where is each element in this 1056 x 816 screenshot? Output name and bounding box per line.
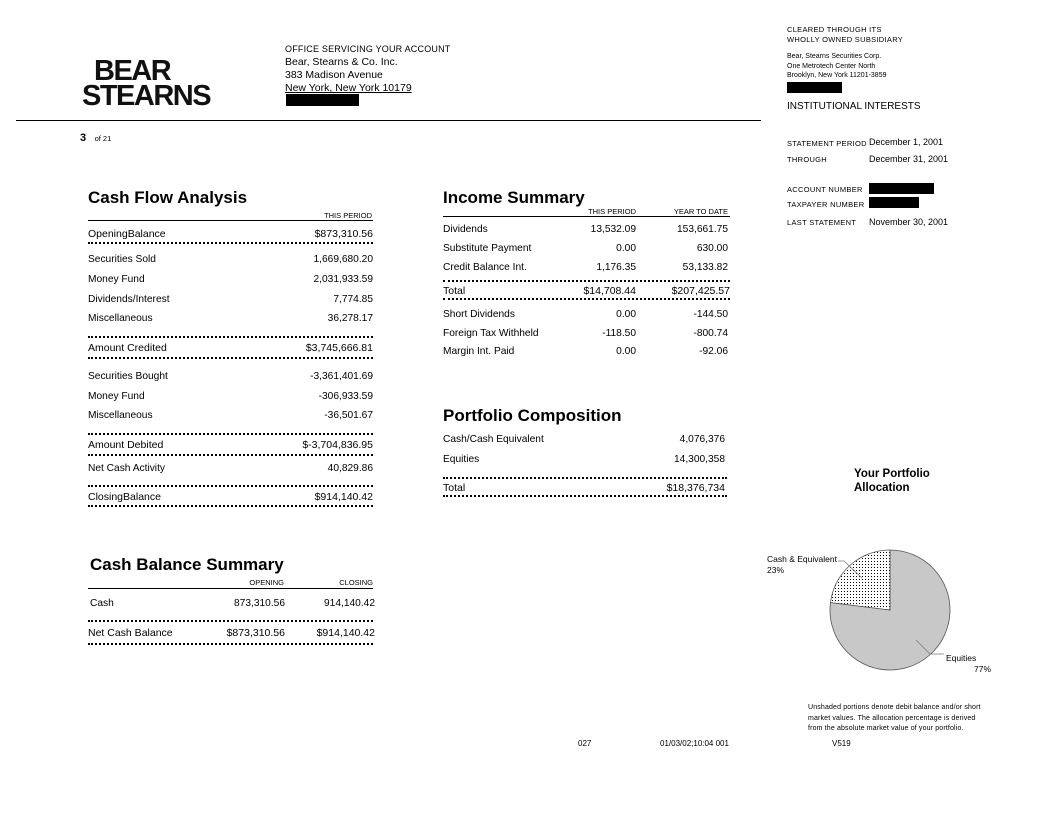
equities-pct: 77% bbox=[974, 664, 992, 674]
income-row: Short Dividends bbox=[443, 309, 515, 320]
through-label: THROUGH bbox=[787, 155, 828, 164]
page-indicator bbox=[80, 128, 111, 146]
redaction-office bbox=[286, 94, 359, 106]
allocation-title-line-2: Allocation bbox=[854, 482, 910, 494]
amount-credited-value: $3,745,666.81 bbox=[305, 342, 373, 354]
divider bbox=[88, 336, 373, 338]
net-cash-balance-closing: $914,140.42 bbox=[316, 627, 375, 639]
cash-flow-row: Miscellaneous bbox=[88, 313, 153, 324]
cash-flow-row: Securities Sold bbox=[88, 254, 156, 265]
closing-balance-label: ClosingBalance bbox=[88, 491, 161, 503]
cash-balance-opening: 873,310.56 bbox=[234, 598, 285, 609]
income-value: 53,133.82 bbox=[682, 262, 728, 273]
last-statement-label: LAST STATEMENT bbox=[787, 218, 857, 227]
allocation-title bbox=[854, 467, 930, 495]
income-row: Substitute Payment bbox=[443, 243, 532, 254]
income-value: 0.00 bbox=[616, 243, 636, 254]
income-value: -800.74 bbox=[693, 328, 728, 339]
divider bbox=[443, 495, 727, 497]
period-label: STATEMENT PERIOD bbox=[787, 139, 867, 148]
logo-line-1: BEAR bbox=[94, 55, 171, 87]
period-value: December 1, 2001 bbox=[869, 137, 944, 147]
portfolio-row: Equities bbox=[443, 454, 480, 465]
portfolio-value: 4,076,376 bbox=[679, 434, 725, 445]
last-statement-value: November 30, 2001 bbox=[869, 217, 949, 227]
net-cash-activity-label: Net Cash Activity bbox=[88, 463, 165, 474]
cash-flow-row: Miscellaneous bbox=[88, 410, 153, 421]
cash-flow-value: 7,774.85 bbox=[333, 294, 373, 305]
portfolio-value: 14,300,358 bbox=[674, 454, 725, 465]
income-value: 1,176.35 bbox=[596, 262, 636, 273]
pie-slice-cash bbox=[830, 550, 890, 610]
income-col-ytd: YEAR TO DATE bbox=[673, 207, 728, 216]
income-value: -92.06 bbox=[699, 346, 728, 357]
closing-balance-value: $914,140.42 bbox=[314, 491, 373, 503]
account-title: INSTITUTIONAL INTERESTS bbox=[787, 101, 921, 112]
redaction-taxpayer bbox=[869, 197, 919, 208]
sub-city: Brooklyn, New York 11201-3859 bbox=[787, 72, 887, 79]
cash-pct: 23% bbox=[767, 565, 785, 575]
account-label: ACCOUNT NUMBER bbox=[787, 185, 863, 194]
portfolio-total-label: Total bbox=[443, 482, 466, 494]
footer-code-1: 027 bbox=[578, 739, 592, 748]
income-row: Dividends bbox=[443, 224, 488, 235]
opening-balance-label: OpeningBalance bbox=[88, 228, 166, 240]
income-row: Foreign Tax Withheld bbox=[443, 328, 539, 339]
cleared-line-2: WHOLLY OWNED SUBSIDIARY bbox=[787, 35, 904, 44]
divider bbox=[88, 620, 373, 622]
cleared-through bbox=[787, 25, 903, 45]
office-address bbox=[285, 43, 451, 95]
income-col-this-period: THIS PERIOD bbox=[588, 207, 636, 216]
cash-balance-title: Cash Balance Summary bbox=[90, 555, 284, 574]
divider bbox=[88, 505, 373, 507]
redaction-sub bbox=[787, 82, 842, 93]
office-city: New York, New York 10179 bbox=[285, 82, 412, 94]
footer-code-2: V519 bbox=[832, 739, 851, 748]
divider bbox=[88, 433, 373, 435]
divider bbox=[88, 357, 373, 359]
page-of: of 21 bbox=[94, 134, 112, 143]
subsidiary-address bbox=[787, 52, 887, 81]
cleared-line-1: CLEARED THROUGH ITS bbox=[787, 25, 882, 34]
cash-flow-row: Securities Bought bbox=[88, 371, 168, 382]
portfolio-title: Portfolio Composition bbox=[443, 406, 622, 425]
income-value: 0.00 bbox=[616, 346, 636, 357]
equities-name: Equities bbox=[946, 653, 977, 663]
income-total-this-period: $14,708.44 bbox=[583, 285, 636, 297]
note-line-2: market values. The allocation percentage is derived bbox=[808, 714, 976, 722]
divider bbox=[88, 242, 373, 244]
cash-flow-title: Cash Flow Analysis bbox=[88, 188, 248, 207]
allocation-note bbox=[808, 703, 981, 735]
redaction-account bbox=[869, 183, 934, 194]
allocation-title-line-1: Your Portfolio bbox=[854, 468, 930, 480]
office-name: Bear, Stearns & Co. Inc. bbox=[285, 56, 398, 68]
income-value: -118.50 bbox=[602, 328, 636, 339]
income-value: 153,661.75 bbox=[677, 224, 728, 235]
income-value: -144.50 bbox=[693, 309, 728, 320]
income-value: 13,532.09 bbox=[590, 224, 636, 235]
cash-flow-header-rule bbox=[88, 220, 373, 221]
cash-flow-row: Dividends/Interest bbox=[88, 294, 170, 305]
income-value: 630.00 bbox=[696, 243, 728, 254]
cash-label: Cash & Equivalent bbox=[767, 554, 837, 564]
taxpayer-label: TAXPAYER NUMBER bbox=[787, 200, 865, 209]
cash-flow-row: Money Fund bbox=[88, 391, 145, 402]
office-label: OFFICE SERVICING YOUR ACCOUNT bbox=[285, 44, 451, 54]
sub-name: Bear, Stearns Securities Corp. bbox=[787, 53, 882, 60]
cash-flow-value: 36,278.17 bbox=[327, 313, 373, 324]
divider bbox=[88, 643, 373, 645]
portfolio-row: Cash/Cash Equivalent bbox=[443, 434, 544, 445]
cash-flow-value: -3,361,401.69 bbox=[310, 371, 373, 382]
logo-line-2: STEARNS bbox=[82, 80, 211, 112]
cash-balance-header-rule bbox=[88, 588, 373, 589]
net-cash-activity-value: 40,829.86 bbox=[327, 463, 373, 474]
page-number: 3 bbox=[80, 132, 87, 144]
footer-timestamp: 01/03/02;10:04 001 bbox=[660, 739, 729, 748]
divider bbox=[443, 280, 730, 282]
amount-credited-label: Amount Credited bbox=[88, 342, 167, 354]
income-summary-title: Income Summary bbox=[443, 188, 585, 207]
cash-balance-col-closing: CLOSING bbox=[339, 578, 373, 587]
income-total-label: Total bbox=[443, 285, 466, 297]
divider bbox=[88, 454, 373, 456]
income-total-ytd: $207,425.57 bbox=[671, 285, 730, 297]
income-header-rule bbox=[443, 216, 730, 217]
equities-label bbox=[946, 653, 991, 675]
income-row: Credit Balance Int. bbox=[443, 262, 527, 273]
header-rule bbox=[16, 120, 761, 121]
divider bbox=[443, 298, 730, 300]
cash-flow-value: -36,501.67 bbox=[324, 410, 373, 421]
office-street: 383 Madison Avenue bbox=[285, 69, 383, 81]
through-value: December 31, 2001 bbox=[869, 154, 949, 164]
amount-debited-label: Amount Debited bbox=[88, 439, 164, 451]
cash-flow-value: -306,933.59 bbox=[318, 391, 373, 402]
sub-street: One Metrotech Center North bbox=[787, 62, 876, 70]
opening-balance-value: $873,310.56 bbox=[314, 228, 373, 240]
divider bbox=[443, 477, 727, 479]
net-cash-balance-opening: $873,310.56 bbox=[226, 627, 285, 639]
cash-balance-col-opening: OPENING bbox=[249, 578, 284, 587]
note-line-1: Unshaded portions denote debit balance and/or short bbox=[808, 704, 981, 711]
cash-flow-col-header: THIS PERIOD bbox=[324, 211, 372, 220]
bear-stearns-logo bbox=[82, 55, 211, 112]
cash-flow-value: 1,669,680.20 bbox=[313, 254, 373, 265]
cash-equivalent-label bbox=[767, 554, 837, 576]
cash-flow-value: 2,031,933.59 bbox=[313, 274, 373, 285]
divider bbox=[88, 485, 373, 487]
note-line-3: from the absolute market value of your portfolio. bbox=[808, 725, 964, 732]
amount-debited-value: $-3,704,836.95 bbox=[302, 439, 373, 451]
cash-balance-closing: 914,140.42 bbox=[324, 598, 375, 609]
net-cash-balance-label: Net Cash Balance bbox=[88, 627, 173, 639]
income-row: Margin Int. Paid bbox=[443, 346, 515, 357]
cash-flow-row: Money Fund bbox=[88, 274, 145, 285]
income-value: 0.00 bbox=[616, 309, 636, 320]
cash-balance-row-label: Cash bbox=[90, 598, 114, 609]
portfolio-total-value: $18,376,734 bbox=[666, 482, 725, 494]
